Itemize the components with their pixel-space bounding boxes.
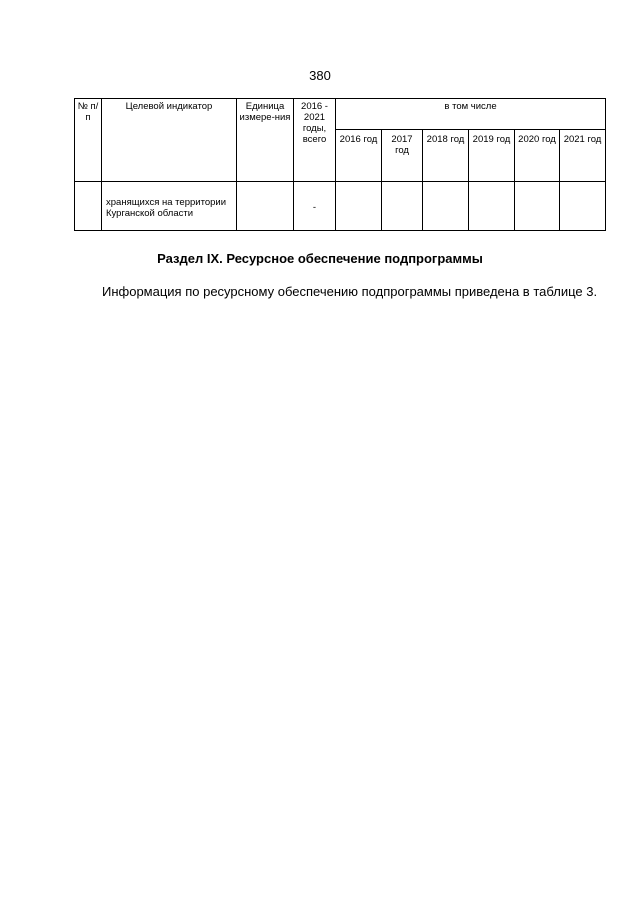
row-value — [382, 182, 423, 231]
table-row — [75, 182, 606, 231]
header-total: 2016 - 2021 годы, всего — [294, 99, 336, 182]
row-total: - — [294, 182, 336, 231]
table-header-row — [75, 99, 606, 130]
row-value — [560, 182, 606, 231]
row-indicator: хранящихся на территории Курганской области — [102, 182, 237, 231]
row-value — [515, 182, 560, 231]
header-year: 2018 год — [423, 130, 469, 182]
header-year: 2017 год — [382, 130, 423, 182]
indicator-table — [74, 98, 606, 231]
body-paragraph: Информация по ресурсному обеспечению подпрограммы приведена в таблице 3. — [102, 284, 598, 299]
header-num: № п/п — [75, 99, 102, 182]
header-year: 2021 год — [560, 130, 606, 182]
row-value — [469, 182, 515, 231]
header-unit: Единица измере-ния — [237, 99, 294, 182]
header-year: 2019 год — [469, 130, 515, 182]
header-year: 2020 год — [515, 130, 560, 182]
row-value — [336, 182, 382, 231]
row-num — [75, 182, 102, 231]
header-indicator: Целевой индикатор — [102, 99, 237, 182]
row-value — [423, 182, 469, 231]
row-unit — [237, 182, 294, 231]
page-number: 380 — [309, 68, 331, 83]
header-year: 2016 год — [336, 130, 382, 182]
header-including: в том числе — [336, 99, 606, 130]
section-heading: Раздел IX. Ресурсное обеспечение подпрограммы — [157, 251, 483, 266]
